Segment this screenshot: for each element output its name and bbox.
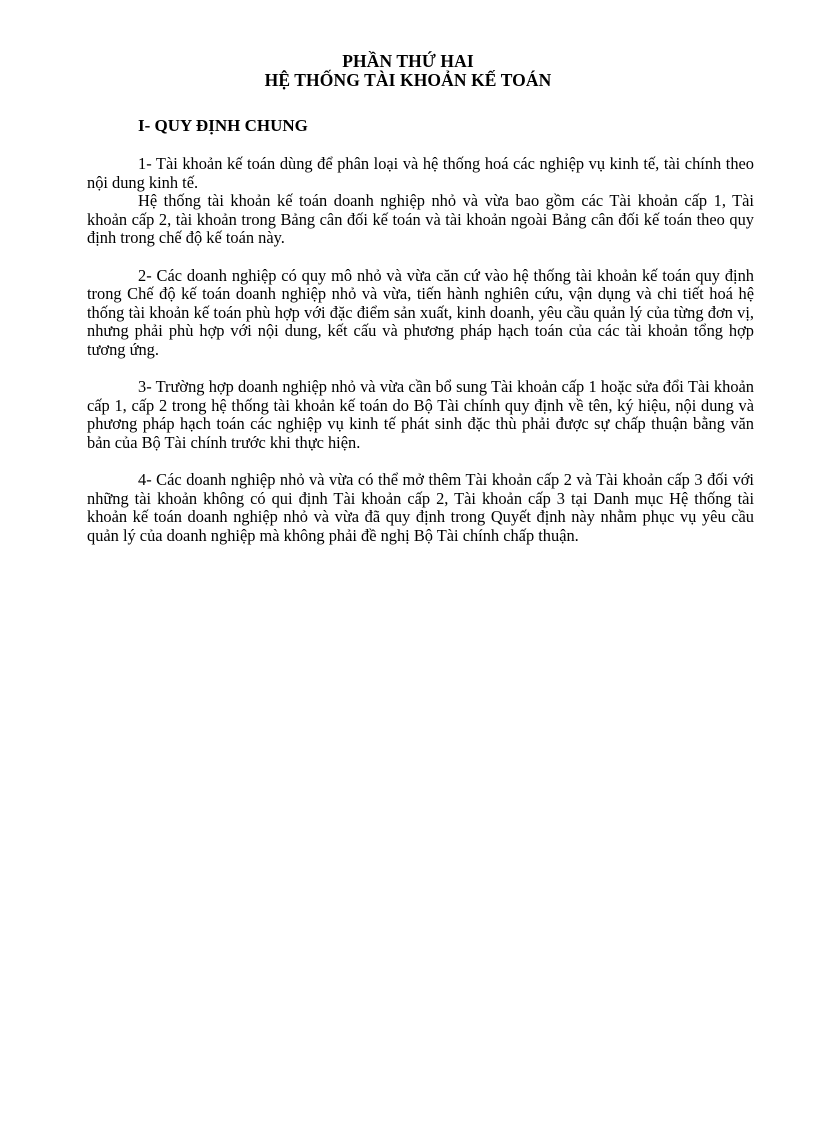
paragraph-4: 4- Các doanh nghiệp nhỏ và vừa có thể mở thêm Tài khoản cấp 2 và Tài khoản cấp 3 đối với những tài khoản không có qui định Tài khoản cấp 2, Tài khoản cấp 3 tại Danh mục Hệ thống tài khoản kế toán doanh nghiệp nhỏ và vừa đã quy định trong Quyết định này nhằm phục vụ yêu cầu quản lý của doanh nghiệp mà không phải đề nghị Bộ Tài chính chấp thuận. [87, 470, 754, 545]
paragraph-1-continued: Hệ thống tài khoản kế toán doanh nghiệp nhỏ và vừa bao gồm các Tài khoản cấp 1, Tài khoản cấp 2, tài khoản trong Bảng cân đối kế toán và tài khoản ngoài Bảng cân đối kế toán theo quy định trong chế độ kế toán này. [87, 191, 754, 248]
chapter-title: HỆ THỐNG TÀI KHOẢN KẾ TOÁN [264, 70, 552, 90]
paragraph-1: 1- Tài khoản kế toán dùng để phân loại và hệ thống hoá các nghiệp vụ kinh tế, tài chính theo nội dung kinh tế. [87, 154, 754, 192]
part-title: PHẦN THỨ HAI [342, 51, 474, 71]
document-title [0, 52, 816, 90]
paragraph-2: 2- Các doanh nghiệp có quy mô nhỏ và vừa căn cứ vào hệ thống tài khoản kế toán quy định trong Chế độ kế toán doanh nghiệp nhỏ và vừa, tiến hành nghiên cứu, vận dụng và chi tiết hoá hệ thống tài khoản kế toán phù hợp với đặc điểm sản xuất, kinh doanh, yêu cầu quản lý của từng đơn vị, nhưng phải phù hợp với nội dung, kết cấu và phương pháp hạch toán của các tài khoản tổng hợp tương ứng. [87, 265, 754, 359]
document-body [87, 155, 754, 545]
paragraph-3: 3- Trường hợp doanh nghiệp nhỏ và vừa cần bổ sung Tài khoản cấp 1 hoặc sửa đổi Tài khoản cấp 1, cấp 2 trong hệ thống tài khoản kế toán do Bộ Tài chính quy định về tên, ký hiệu, nội dung và phương pháp hạch toán các nghiệp vụ kinh tế phát sinh đặc thù phải được sự chấp thuận bằng văn bản của Bộ Tài chính trước khi thực hiện. [87, 377, 754, 452]
section-heading: I- QUY ĐỊNH CHUNG [138, 116, 308, 135]
